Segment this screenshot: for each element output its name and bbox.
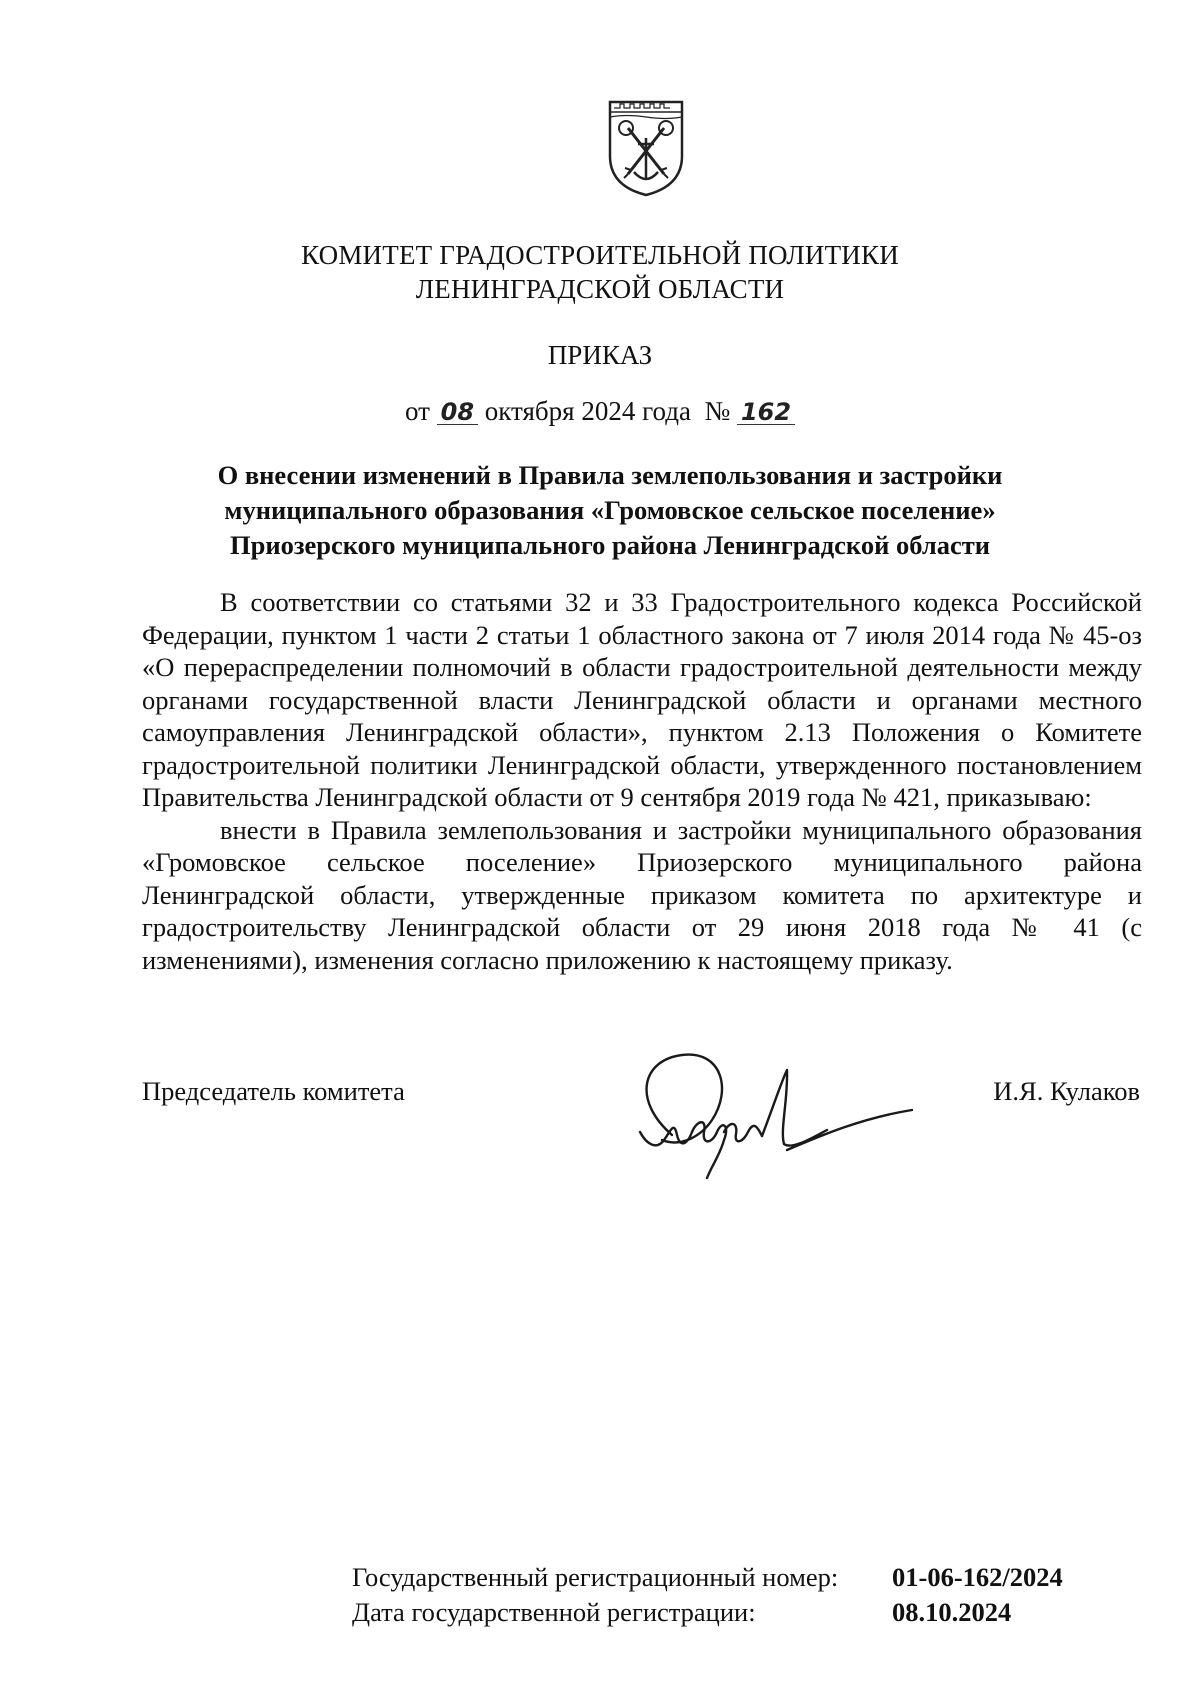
- heading-line-1: О внесении изменений в Правила землепользования и застройки: [217, 460, 1003, 490]
- org-line-2: ЛЕНИНГРАДСКОЙ ОБЛАСТИ: [415, 274, 785, 304]
- handwritten-day: 08: [437, 400, 478, 425]
- coat-of-arms-icon: [606, 98, 686, 198]
- registration-date-row: [352, 1595, 1063, 1630]
- handwritten-signature: [612, 1040, 932, 1180]
- registration-number-row: [352, 1560, 1063, 1595]
- number-sign: №: [704, 396, 731, 426]
- heading-line-3: Приозерского муниципального района Ленинградской области: [229, 530, 990, 560]
- order-body: [142, 586, 1142, 976]
- registration-number-label: Государственный регистрационный номер:: [352, 1562, 839, 1592]
- date-number-line: [0, 394, 1200, 428]
- registration-block: [352, 1560, 1063, 1630]
- organization-name: [0, 238, 1200, 306]
- handwritten-number: 162: [737, 400, 795, 425]
- body-paragraph-1: В соответствии со статьями 32 и 33 Градостроительного кодекса Российской Федерации, пунктом 1 части 2 статьи 1 областного закона от 7 июля 2014 года № 45-оз «О перераспределении полномочий в области градостроительной деятельности между органами государственной власти Ленинградской области и органами местного самоуправления Ленинградской области», пунктом 2.13 Положения о Комитете градостроительной политики Ленинградской области, утвержденного постановлением Правительства Ленинградской области от 9 сентября 2019 года № 421, приказываю:: [142, 587, 1142, 812]
- registration-date-value: 08.10.2024: [892, 1597, 1012, 1627]
- date-prefix: от: [404, 396, 430, 426]
- order-heading: [150, 458, 1070, 563]
- document-type: ПРИКАЗ: [547, 340, 653, 370]
- registration-number-value: 01-06-162/2024: [892, 1562, 1063, 1592]
- heading-line-2: муниципального образования «Громовское сельское поселение»: [224, 495, 996, 525]
- org-line-1: КОМИТЕТ ГРАДОСТРОИТЕЛЬНОЙ ПОЛИТИКИ: [301, 240, 899, 270]
- date-rest: октября 2024 года: [484, 396, 691, 426]
- signatory-name: И.Я. Кулаков: [993, 1076, 1140, 1106]
- registration-date-label: Дата государственной регистрации:: [352, 1597, 756, 1627]
- signatory-role: Председатель комитета: [142, 1076, 405, 1106]
- body-paragraph-2: внести в Правила землепользования и застройки муниципального образования «Громовское сельское поселение» Приозерского муниципального района Ленинградской области, утвержденные приказом комитета по архитектуре и градостроительству Ленинградской области от 29 июня 2018 года № 41 (с изменениями), изменения согласно приложению к настоящему приказу.: [142, 814, 1142, 975]
